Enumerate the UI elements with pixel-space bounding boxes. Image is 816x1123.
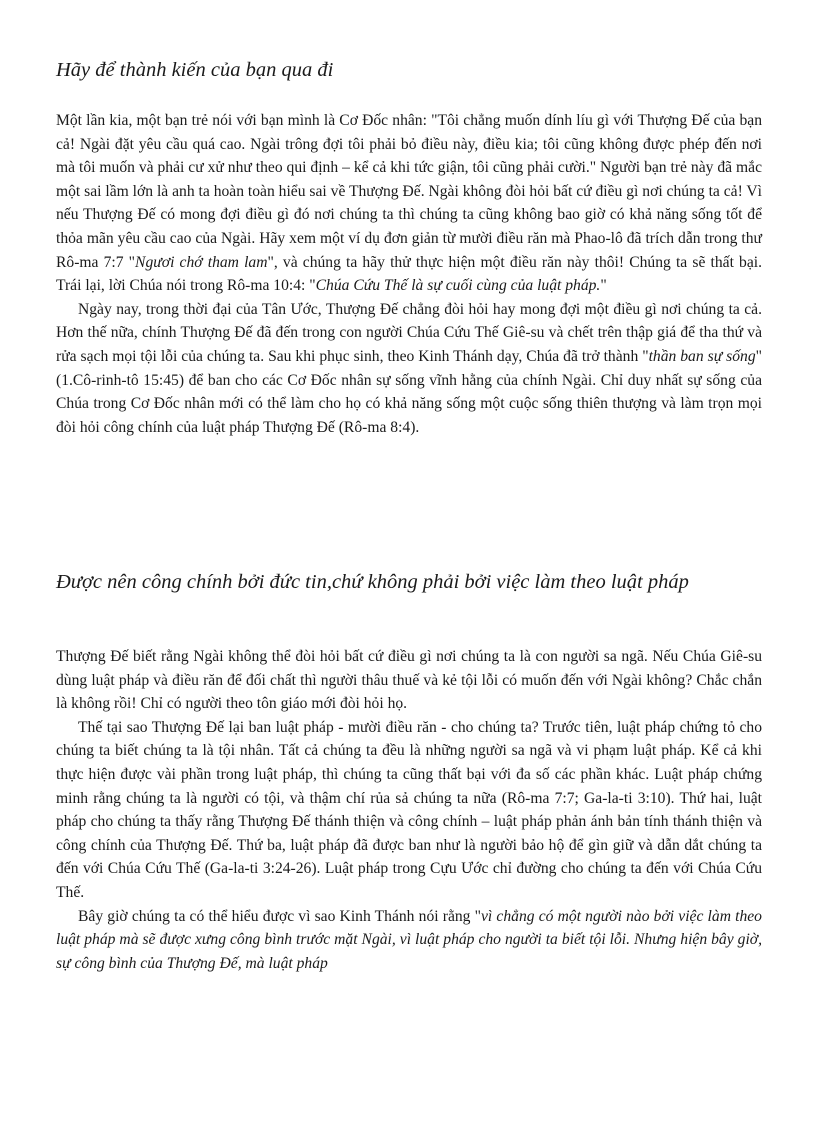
text-run: Bây giờ chúng ta có thể hiểu được vì sao Kinh Thánh nói rằng " [78,907,481,925]
paragraph [56,109,762,298]
section-heading-prejudice: Hãy để thành kiến của bạn qua đi [56,59,334,81]
section-body-justification [56,645,762,975]
quote-italic: Ngươi chớ tham lam [135,253,268,271]
quote-italic: Chúa Cứu Thế là sự cuối cùng của luật pháp. [315,277,601,295]
paragraph [56,905,762,976]
paragraph: Thượng Đế biết rằng Ngài không thể đòi hỏi bất cứ điều gì nơi chúng ta là con người sa ngã. Nếu Chúa Giê-su dùng luật pháp và điều răn để đối chất thì người thâu thuế và kẻ tội lỗi có muốn đến với Ngài không? Chắc chắn là không rồi! Chỉ có người theo tôn giáo mới đòi hỏi họ. [56,648,762,713]
quote-italic: vì chẳng có một người nào bởi việc làm theo luật pháp mà sẽ được xưng công bình trước mặt Ngài, vì luật pháp cho người ta biết tội lỗi. Nhưng hiện bây giờ, sự công bình của Thượng Đế, mà luật pháp [56,907,762,972]
section-heading-justification: Được nên công chính bởi đức tin,chứ không phải bởi việc làm theo luật pháp [56,571,689,593]
paragraph: Thế tại sao Thượng Đế lại ban luật pháp - mười điều răn - cho chúng ta? Trước tiên, luật pháp chứng tỏ cho chúng ta biết chúng ta là tội nhân. Tất cả chúng ta đều là những người sa ngã và vi phạm luật pháp. Kể cả khi thực hiện được vài phần trong luật pháp, thì chúng ta cũng thất bại với đa số các phần khác. Luật pháp chứng minh rằng chúng ta là người có tội, và thậm chí rủa sả chúng ta nữa (Rô-ma 7:7; Ga-la-ti 3:10). Thứ hai, luật pháp cho chúng ta thấy rằng Thượng Đế thánh thiện và công chính – luật pháp phản ánh bản tính thánh thiện và công chính của Thượng Đế. Thứ ba, luật pháp đã được ban như là người bảo hộ để gìn giữ và dẫn dắt chúng ta đến với Chúa Cứu Thế (Ga-la-ti 3:24-26). Luật pháp trong Cựu Ước chỉ đường cho chúng ta đến với Chúa Cứu Thế. [56,718,762,901]
section-body-prejudice [56,109,762,439]
text-run: Một lần kia, một bạn trẻ nói với bạn mình là Cơ Đốc nhân: "Tôi chẳng muốn dính líu gì với Thượng Đế của bạn cả! Ngài đặt yêu cầu quá cao. Ngài trông đợi tôi phải bỏ điều này, điều kia; tôi cũng không được phép đến nơi mà tôi muốn và phải cư xử như theo qui định – kể cả khi tức giận, tôi cũng phải cười." Người bạn trẻ này đã mắc một sai lầm lớn là anh ta hoàn toàn hiểu sai về Thượng Đế. Ngài không đòi hỏi bất cứ điều gì nơi chúng ta cả! Vì nếu Thượng Đế có mong đợi điều gì đó nơi chúng ta thì chúng ta cũng không bao giờ có khả năng sống tốt để thỏa mãn yêu cầu cao của Ngài. Hãy xem một ví dụ đơn giản từ mười điều răn mà Phao-lô đã trích dẫn trong thư Rô-ma 7:7 " [56,112,762,271]
text-run: " (1.Cô-rinh-tô 15:45) để ban cho các Cơ Đốc nhân sự sống vĩnh hằng của chính Ngài. Chỉ duy nhất sự sống của Chúa trong Cơ Đốc nhân mới có thể làm cho họ có khả năng sống một cuộc sống thiên thượng và làm trọn mọi đòi hỏi công chính của luật pháp Thượng Đế (Rô-ma 8:4). [56,347,762,436]
text-run: Ngày nay, trong thời đại của Tân Ước, Thượng Đế chẳng đòi hỏi hay mong đợi một điều gì nơi chúng ta cả. Hơn thế nữa, chính Thượng Đế đã đến trong con người Chúa Cứu Thế Giê-su và chết trên thập giá để tha thứ và rửa sạch mọi tội lỗi của chúng ta. Sau khi phục sinh, theo Kinh Thánh dạy, Chúa đã trở thành " [56,300,762,365]
paragraph [56,298,762,440]
text-run: " [600,277,607,295]
text-run: ", và chúng ta hãy thử thực hiện một điều răn này thôi! Chúng ta sẽ thất bại. Trái lại, lời Chúa nói trong Rô-ma 10:4: " [56,253,763,295]
quote-italic: thần ban sự sống [648,347,756,365]
